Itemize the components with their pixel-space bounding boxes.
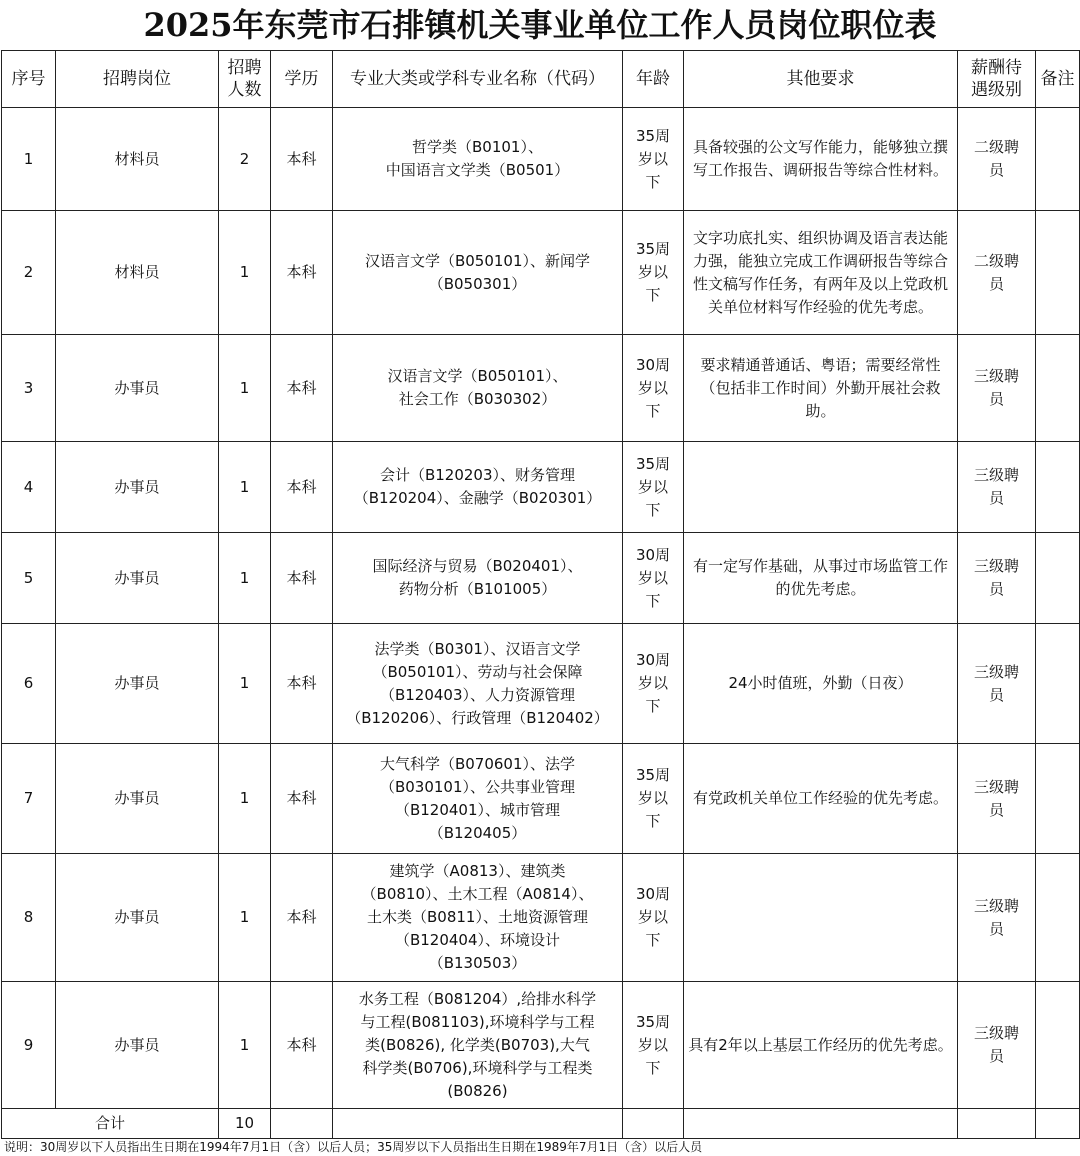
row-edu: 本科: [271, 533, 333, 624]
header-other: 其他要求: [684, 51, 958, 108]
header-position: 招聘岗位: [56, 51, 219, 108]
row-major: 建筑学（A0813）、建筑类 （B0810）、土木工程（A0814）、 土木类（B0811）、土地资源管理 （B120404）、环境设计 （B130503）: [333, 854, 623, 982]
header-age: 年龄: [623, 51, 684, 108]
header-remark: 备注: [1036, 51, 1080, 108]
row-edu: 本科: [271, 335, 333, 442]
total-row: [2, 1109, 1080, 1139]
row-salary: 三级聘 员: [958, 744, 1036, 854]
header-major: 专业大类或学科专业名称（代码）: [333, 51, 623, 108]
row-major: 法学类（B0301）、汉语言文学 （B050101）、劳动与社会保障 （B120403）、人力资源管理 （B120206）、行政管理（B120402）: [333, 624, 623, 744]
row-edu: 本科: [271, 854, 333, 982]
table-row: [2, 982, 1080, 1109]
position-table: [1, 50, 1080, 1139]
row-count: 1: [219, 533, 271, 624]
row-major: 哲学类（B0101）、 中国语言文学类（B0501）: [333, 108, 623, 211]
table-row: [2, 854, 1080, 982]
row-major: 汉语言文学（B050101）、 社会工作（B030302）: [333, 335, 623, 442]
row-other: 要求精通普通话、粤语；需要经常性（包括非工作时间）外勤开展社会救助。: [684, 335, 958, 442]
row-count: 1: [219, 624, 271, 744]
row-position: 材料员: [56, 108, 219, 211]
header-seq: 序号: [2, 51, 56, 108]
row-edu: 本科: [271, 982, 333, 1109]
total-empty-cell: [333, 1109, 623, 1139]
row-remark: [1036, 211, 1080, 335]
row-age: 35周 岁以 下: [623, 982, 684, 1109]
row-seq: 1: [2, 108, 56, 211]
table-row: [2, 211, 1080, 335]
row-position: 办事员: [56, 442, 219, 533]
row-edu: 本科: [271, 624, 333, 744]
row-seq: 4: [2, 442, 56, 533]
row-other: 有一定写作基础，从事过市场监管工作的优先考虑。: [684, 533, 958, 624]
row-other: [684, 442, 958, 533]
row-major: 汉语言文学（B050101）、新闻学 （B050301）: [333, 211, 623, 335]
row-remark: [1036, 335, 1080, 442]
row-major: 大气科学（B070601）、法学 （B030101）、公共事业管理 （B120401）、城市管理 （B120405）: [333, 744, 623, 854]
row-age: 30周 岁以 下: [623, 854, 684, 982]
row-remark: [1036, 854, 1080, 982]
row-salary: 三级聘 员: [958, 624, 1036, 744]
total-empty-cell: [271, 1109, 333, 1139]
row-major: 会计（B120203）、财务管理 （B120204）、金融学（B020301）: [333, 442, 623, 533]
header-row: [2, 51, 1080, 108]
row-seq: 7: [2, 744, 56, 854]
row-edu: 本科: [271, 744, 333, 854]
row-position: 办事员: [56, 854, 219, 982]
table-row: [2, 442, 1080, 533]
row-edu: 本科: [271, 211, 333, 335]
row-salary: 三级聘 员: [958, 442, 1036, 533]
table-row: [2, 744, 1080, 854]
row-salary: 三级聘 员: [958, 854, 1036, 982]
row-seq: 3: [2, 335, 56, 442]
row-seq: 8: [2, 854, 56, 982]
row-age: 35周 岁以 下: [623, 744, 684, 854]
page-title: 2025年东莞市石排镇机关事业单位工作人员岗位职位表: [143, 6, 937, 44]
row-seq: 9: [2, 982, 56, 1109]
row-remark: [1036, 533, 1080, 624]
total-empty-cell: [1036, 1109, 1080, 1139]
row-age: 30周 岁以 下: [623, 624, 684, 744]
row-other: [684, 854, 958, 982]
total-empty-cell: [958, 1109, 1036, 1139]
row-count: 1: [219, 335, 271, 442]
row-major: 国际经济与贸易（B020401）、 药物分析（B101005）: [333, 533, 623, 624]
row-salary: 三级聘 员: [958, 533, 1036, 624]
row-remark: [1036, 442, 1080, 533]
total-empty-cell: [684, 1109, 958, 1139]
row-salary: 三级聘 员: [958, 335, 1036, 442]
row-major: 水务工程（B081204）,给排水科学 与工程(B081103),环境科学与工程 类(B0826), 化学类(B0703),大气 科学类(B0706),环境科学与工程类 (B0826): [333, 982, 623, 1109]
row-position: 办事员: [56, 982, 219, 1109]
row-seq: 6: [2, 624, 56, 744]
row-age: 35周 岁以 下: [623, 442, 684, 533]
row-seq: 2: [2, 211, 56, 335]
row-seq: 5: [2, 533, 56, 624]
row-remark: [1036, 108, 1080, 211]
row-age: 30周 岁以 下: [623, 533, 684, 624]
row-salary: 三级聘 员: [958, 982, 1036, 1109]
row-edu: 本科: [271, 108, 333, 211]
row-age: 30周 岁以 下: [623, 335, 684, 442]
header-salary: 薪酬待 遇级别: [958, 51, 1036, 108]
table-row: [2, 108, 1080, 211]
row-salary: 二级聘 员: [958, 108, 1036, 211]
row-salary: 二级聘 员: [958, 211, 1036, 335]
row-other: 文字功底扎实、组织协调及语言表达能力强，能独立完成工作调研报告等综合性文稿写作任务，有两年及以上党政机关单位材料写作经验的优先考虑。: [684, 211, 958, 335]
row-position: 材料员: [56, 211, 219, 335]
row-position: 办事员: [56, 335, 219, 442]
total-empty-cell: [623, 1109, 684, 1139]
row-remark: [1036, 744, 1080, 854]
row-age: 35周 岁以 下: [623, 108, 684, 211]
row-count: 1: [219, 442, 271, 533]
row-position: 办事员: [56, 624, 219, 744]
table-row: [2, 533, 1080, 624]
row-count: 1: [219, 854, 271, 982]
table-row: [2, 335, 1080, 442]
header-edu: 学历: [271, 51, 333, 108]
row-other: 具备较强的公文写作能力，能够独立撰写工作报告、调研报告等综合性材料。: [684, 108, 958, 211]
table-row: [2, 624, 1080, 744]
total-count: 10: [219, 1109, 271, 1139]
row-edu: 本科: [271, 442, 333, 533]
row-count: 2: [219, 108, 271, 211]
row-count: 1: [219, 744, 271, 854]
row-other: 具有2年以上基层工作经历的优先考虑。: [684, 982, 958, 1109]
row-remark: [1036, 982, 1080, 1109]
footnote: 说明：30周岁以下人员指出生日期在1994年7月1日（含）以后人员；35周岁以下人员指出生日期在1989年7月1日（含）以后人员: [4, 1140, 703, 1154]
row-count: 1: [219, 982, 271, 1109]
row-count: 1: [219, 211, 271, 335]
row-age: 35周 岁以 下: [623, 211, 684, 335]
row-other: 24小时值班，外勤（日夜）: [684, 624, 958, 744]
header-count: 招聘 人数: [219, 51, 271, 108]
total-label: 合计: [2, 1109, 219, 1139]
row-remark: [1036, 624, 1080, 744]
row-position: 办事员: [56, 533, 219, 624]
row-position: 办事员: [56, 744, 219, 854]
row-other: 有党政机关单位工作经验的优先考虑。: [684, 744, 958, 854]
